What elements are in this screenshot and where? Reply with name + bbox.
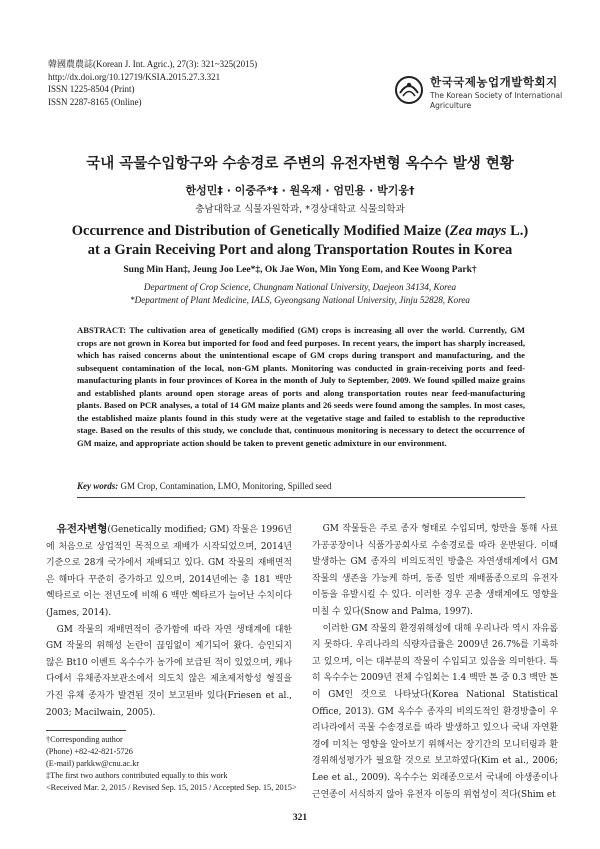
society-name-en: The Korean Society of International Agriculture	[430, 91, 563, 110]
body-text: (Genetically modified; GM) 작물은 1996년에 처음으로 상업적인 목적으로 재배가 시작되었으며, 2014년 기준으로 28개 국가에서 재배되고 있다. GM 작물의 재배면적은 해마다 꾸준히 증가하고 있으며, 2014년에는 총 181 백만 헥타르로 이는 전년도에 비해 6 백만 헥타르가 늘어난 수치이다(James, 2014).	[46, 525, 292, 618]
body-column-left	[46, 521, 292, 721]
journal-citation: 韓國農農誌(Korean J. Int. Agric.), 27(3): 321~325(2015)	[48, 59, 258, 69]
affiliation-korean: 충남대학교 식물자원학과, *경상대학교 식물의학과	[195, 204, 405, 215]
abstract: ABSTRACT: The cultivation area of genetically modified (GM) crops is increasing all over the world. Currently, GM crops are not grown in Korea but imported for food and feed purposes. In recent years, the import has sharply increased, which has raised concerns about the unintentional escape of GM crops during transport and manufacturing, and the subsequent contamination of the local, non-GM plants. Monitoring was conducted in grain-receiving ports and feed-manufacturing plants in four provinces of Korea in the month of July to September, 2009. We found spilled maize grains and established plants around open storage areas of ports and along transportation routes near feed-manufacturing plants. Based on PCR analyses, a total of 14 GM maize plants and 26 seeds were found among the samples. In most cases, the established maize plants found in this study were at the vegetative stage and failed to establish to the reproductive stage. Based on the results of this study, we conclude that, continuous monitoring is necessary to detect the occurrence of GM maize, and appropriate action should be taken to prevent genetic admixture in our environment.	[77, 325, 525, 448]
abstract-divider	[77, 497, 525, 498]
doi-link[interactable]: http://dx.doi.org/10.12719/KSIA.2015.27.3.321	[48, 71, 221, 82]
affiliation-en-2: *Department of Plant Medicine, IALS, Gyeongsang National University, Jinju 52828, Korea	[129, 294, 471, 305]
body-column-right	[312, 521, 558, 803]
body-paragraph	[46, 521, 292, 622]
society-emblem-icon	[394, 75, 424, 105]
footnote-equal-contribution: ‡The first two authors contributed equally to this work	[46, 771, 228, 780]
footnote-email[interactable]: (E-mail) parkkw@cnu.ac.kr	[46, 759, 140, 768]
society-name-ko: 한국국제농업개발학회지	[430, 75, 558, 89]
society-logo	[394, 73, 564, 121]
body-paragraph: 이러한 GM 작물의 환경위해성에 대해 우리나라 역시 자유롭지 못하다. 우리나라의 식량자급률은 2009년 26.7%를 기록하고 있으며, 이는 대부분의 작물이 수입되고 있음을 의미한다. 특히 옥수수는 2009년 전체 수입회는 1.4 백만 톤 중 0.3 백만 톤이 GM인 것으로 나타났다(Korea National Statistical Office, 2013). GM 옥수수 종자의 비의도적인 환경방출이 우리나라에서 곡물 수송경로를 따라 발생하고 있으나 국내 자연환경에 미치는 영향을 알아보기 위해서는 장기간의 모니터링과 환경위해성평가가 필요할 것으로 보고하였다(Kim et al., 2006; Lee et al., 2009). 옥수수는 외래종으로서 국내에 야생종이나 근연종이 서식하지 않아 유전자 이동의 위험성이 적다(Shim et	[312, 623, 558, 800]
keywords	[77, 481, 525, 491]
footnote-divider	[46, 730, 126, 731]
authors-korean: 한성민‡ · 이중주*‡ · 원옥재 · 엄민용 · 박기웅†	[185, 184, 415, 197]
section-lead-word: 유전자변형	[56, 523, 108, 535]
title-en-part2: L.)	[506, 223, 529, 239]
journal-header	[48, 58, 257, 108]
affiliation-en-1: Department of Crop Science, Chungnam National University, Daejeon 34134, Korea	[143, 282, 457, 292]
affiliation-english	[0, 281, 600, 306]
body-paragraph: GM 작물의 재배면적이 증가함에 따라 자연 생태계에 대한 GM 작물의 위해성 논란이 끊임없이 제기되어 왔다. 승인되지 않은 Bt10 이벤트 옥수수가 농가에 보급된 적이 있었으며, 캐나다에서 유채종자보관소에서 의도치 않은 제초제저항성 형질을 가진 유채 종자가 발견된 것이 보고된바 있다(Friesen et al., 2003; Macilwain, 2005).	[46, 624, 292, 718]
footnote-corresponding: †Corresponding author	[46, 735, 123, 744]
title-korean: 국내 곡물수입항구와 수송경로 주변의 유전자변형 옥수수 발생 현황	[86, 156, 514, 172]
footnote-received-dates: <Received Mar. 2, 2015 / Revised Sep. 15, 2015 / Accepted Sep. 15, 2015>	[46, 783, 297, 792]
title-en-line2: at a Grain Receiving Port and along Transportation Routes in Korea	[87, 242, 513, 258]
body-paragraph: GM 작물들은 주로 종자 형태로 수입되며, 항만을 통해 사료가공공장이나 식품가공회사로 수송경로를 따라 운반된다. 이때 발생하는 GM 종자의 비의도적인 방출은 자연생태계에서 GM 작물의 생존을 가능케 하며, 동종 일반 재배품종으로의 유전자 이동을 유발시킬 수 있다. 이러한 경우 곤충 생태계에도 영향을 미칠 수 있다(Snow and Palma, 1997).	[312, 524, 558, 617]
title-en-part1: Occurrence and Distribution of Genetically Modified Maize (	[71, 223, 450, 239]
footnotes	[46, 734, 302, 794]
authors-english: Sung Min Han‡, Jeung Joo Lee*‡, Ok Jae Won, Min Yong Eom, and Kee Woong Park†	[123, 265, 477, 275]
title-en-species: Zea mays	[449, 223, 507, 239]
issn-online: ISSN 2287-8165 (Online)	[48, 96, 142, 107]
keywords-label: Key words:	[77, 481, 119, 491]
page-number: 321	[292, 813, 308, 823]
footnote-phone: (Phone) +82-42-821-5726	[46, 747, 133, 756]
issn-print: ISSN 1225-8504 (Print)	[48, 84, 135, 94]
title-english	[60, 222, 540, 260]
keywords-list: GM Crop, Contamination, LMO, Monitoring, Spilled seed	[120, 481, 332, 491]
